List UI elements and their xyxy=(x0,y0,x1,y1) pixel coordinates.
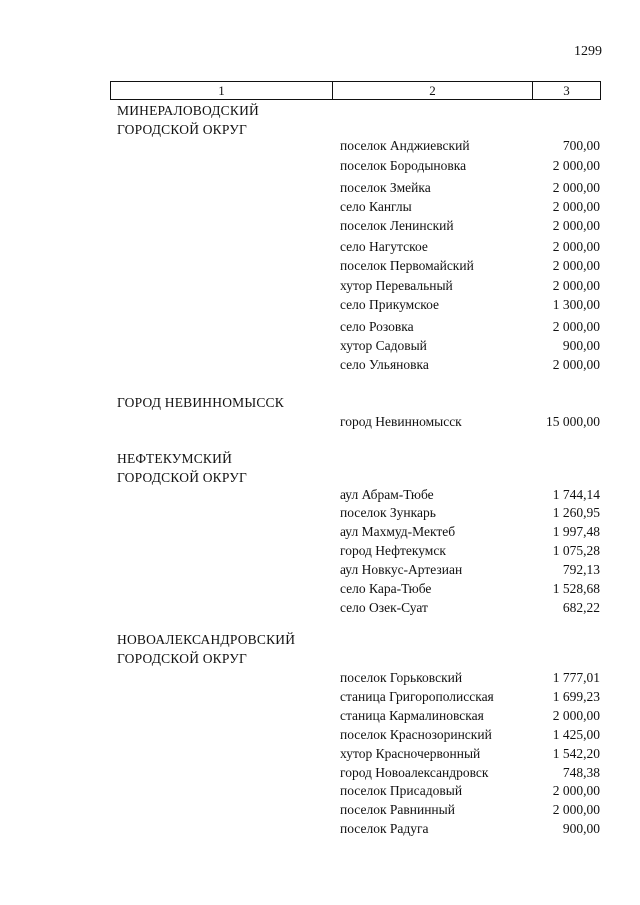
table-row xyxy=(340,197,600,216)
settlement-amount: 1 997,48 xyxy=(552,524,600,539)
table-row xyxy=(340,336,600,355)
table-row xyxy=(340,256,600,275)
settlement-amount: 2 000,00 xyxy=(552,802,600,817)
settlement-name: хутор Перевальный xyxy=(340,278,453,293)
settlement-amount: 2 000,00 xyxy=(552,319,600,334)
settlement-amount: 2 000,00 xyxy=(552,278,600,293)
settlement-amount: 1 744,14 xyxy=(552,487,600,502)
settlement-name: поселок Краснозоринский xyxy=(340,727,492,742)
settlement-amount: 1 528,68 xyxy=(552,581,600,596)
district-name xyxy=(117,630,332,668)
district-name xyxy=(117,449,332,487)
table-row xyxy=(340,668,600,687)
settlement-amount: 1 260,95 xyxy=(552,505,600,520)
table-row xyxy=(340,763,600,782)
settlement-name: поселок Ленинский xyxy=(340,218,454,233)
settlement-amount: 1 542,20 xyxy=(552,746,600,761)
table-row xyxy=(340,412,600,431)
table-row xyxy=(340,744,600,763)
table-row xyxy=(340,355,600,374)
district-name-line1: МИНЕРАЛОВОДСКИЙ xyxy=(117,103,259,118)
table-row xyxy=(340,781,600,800)
district-name xyxy=(117,393,332,412)
table-row xyxy=(340,541,600,560)
settlement-name: село Розовка xyxy=(340,319,414,334)
table-row xyxy=(340,725,600,744)
settlement-name: аул Новкус-Артезиан xyxy=(340,562,463,577)
settlement-name: город Нефтекумск xyxy=(340,543,446,558)
settlement-amount: 2 000,00 xyxy=(552,218,600,233)
settlement-amount: 682,22 xyxy=(562,600,600,615)
table-row xyxy=(340,819,600,838)
settlement-amount: 15 000,00 xyxy=(546,414,600,429)
settlement-name: город Новоалександровск xyxy=(340,765,489,780)
table-row xyxy=(340,503,600,522)
settlement-amount: 2 000,00 xyxy=(552,357,600,372)
settlement-name: поселок Радуга xyxy=(340,821,429,836)
column-header-1: 1 xyxy=(111,82,333,99)
district-name-line1: ГОРОД НЕВИННОМЫССК xyxy=(117,395,284,410)
table-row xyxy=(340,156,600,175)
settlement-amount: 748,38 xyxy=(562,765,600,780)
settlement-amount: 2 000,00 xyxy=(552,783,600,798)
district-name-line1: НЕФТЕКУМСКИЙ xyxy=(117,451,233,466)
table-row xyxy=(340,687,600,706)
settlement-amount: 2 000,00 xyxy=(552,199,600,214)
settlement-amount: 2 000,00 xyxy=(552,708,600,723)
column-header-3: 3 xyxy=(563,83,570,98)
table-row xyxy=(340,800,600,819)
settlement-amount: 2 000,00 xyxy=(552,258,600,273)
column-header-2: 2 xyxy=(333,82,533,99)
settlement-name: поселок Первомайский xyxy=(340,258,474,273)
table-row xyxy=(340,178,600,197)
table-header-row xyxy=(110,81,601,100)
table-row xyxy=(340,136,600,155)
settlement-name: станица Кармалиновская xyxy=(340,708,484,723)
settlement-name: село Нагутское xyxy=(340,239,428,254)
settlement-name: село Озек-Суат xyxy=(340,600,428,615)
settlement-name: аул Махмуд-Мектеб xyxy=(340,524,456,539)
table-row xyxy=(340,317,600,336)
table-row xyxy=(340,706,600,725)
settlement-amount: 792,13 xyxy=(562,562,600,577)
settlement-name: село Кара-Тюбе xyxy=(340,581,432,596)
settlement-amount: 900,00 xyxy=(562,338,600,353)
table-row xyxy=(340,598,600,617)
table-row xyxy=(340,579,600,598)
settlement-name: поселок Присадовый xyxy=(340,783,463,798)
settlement-name: село Ульяновка xyxy=(340,357,429,372)
table-row xyxy=(340,276,600,295)
settlement-name: хутор Красночервонный xyxy=(340,746,481,761)
settlement-amount: 1 300,00 xyxy=(552,297,600,312)
settlement-name: село Прикумское xyxy=(340,297,439,312)
settlement-name: село Канглы xyxy=(340,199,412,214)
table-row xyxy=(340,522,600,541)
table-row xyxy=(340,485,600,504)
settlement-name: поселок Горьковский xyxy=(340,670,463,685)
table-row xyxy=(340,295,600,314)
settlement-name: поселок Зункарь xyxy=(340,505,436,520)
settlement-amount: 1 425,00 xyxy=(552,727,600,742)
settlement-amount: 1 777,01 xyxy=(552,670,600,685)
settlement-name: станица Григорополисская xyxy=(340,689,494,704)
settlement-amount: 1 699,23 xyxy=(552,689,600,704)
settlement-amount: 700,00 xyxy=(562,138,600,153)
district-name xyxy=(117,101,332,139)
settlement-name: поселок Змейка xyxy=(340,180,431,195)
table-row xyxy=(340,237,600,256)
settlement-amount: 2 000,00 xyxy=(552,239,600,254)
settlement-name: поселок Равнинный xyxy=(340,802,455,817)
district-name-line2: ГОРОДСКОЙ ОКРУГ xyxy=(117,122,248,137)
settlement-name: поселок Анджиевский xyxy=(340,138,470,153)
settlement-amount: 2 000,00 xyxy=(552,180,600,195)
district-name-line1: НОВОАЛЕКСАНДРОВСКИЙ xyxy=(117,632,296,647)
table-row xyxy=(340,216,600,235)
settlement-amount: 2 000,00 xyxy=(552,158,600,173)
settlement-name: поселок Бородыновка xyxy=(340,158,467,173)
settlement-amount: 1 075,28 xyxy=(552,543,600,558)
settlement-name: город Невинномысск xyxy=(340,414,462,429)
district-name-line2: ГОРОДСКОЙ ОКРУГ xyxy=(117,470,248,485)
district-name-line2: ГОРОДСКОЙ ОКРУГ xyxy=(117,651,248,666)
page-number: 1299 xyxy=(574,44,602,59)
settlement-name: аул Абрам-Тюбе xyxy=(340,487,434,502)
settlement-amount: 900,00 xyxy=(562,821,600,836)
settlement-name: хутор Садовый xyxy=(340,338,427,353)
table-row xyxy=(340,560,600,579)
